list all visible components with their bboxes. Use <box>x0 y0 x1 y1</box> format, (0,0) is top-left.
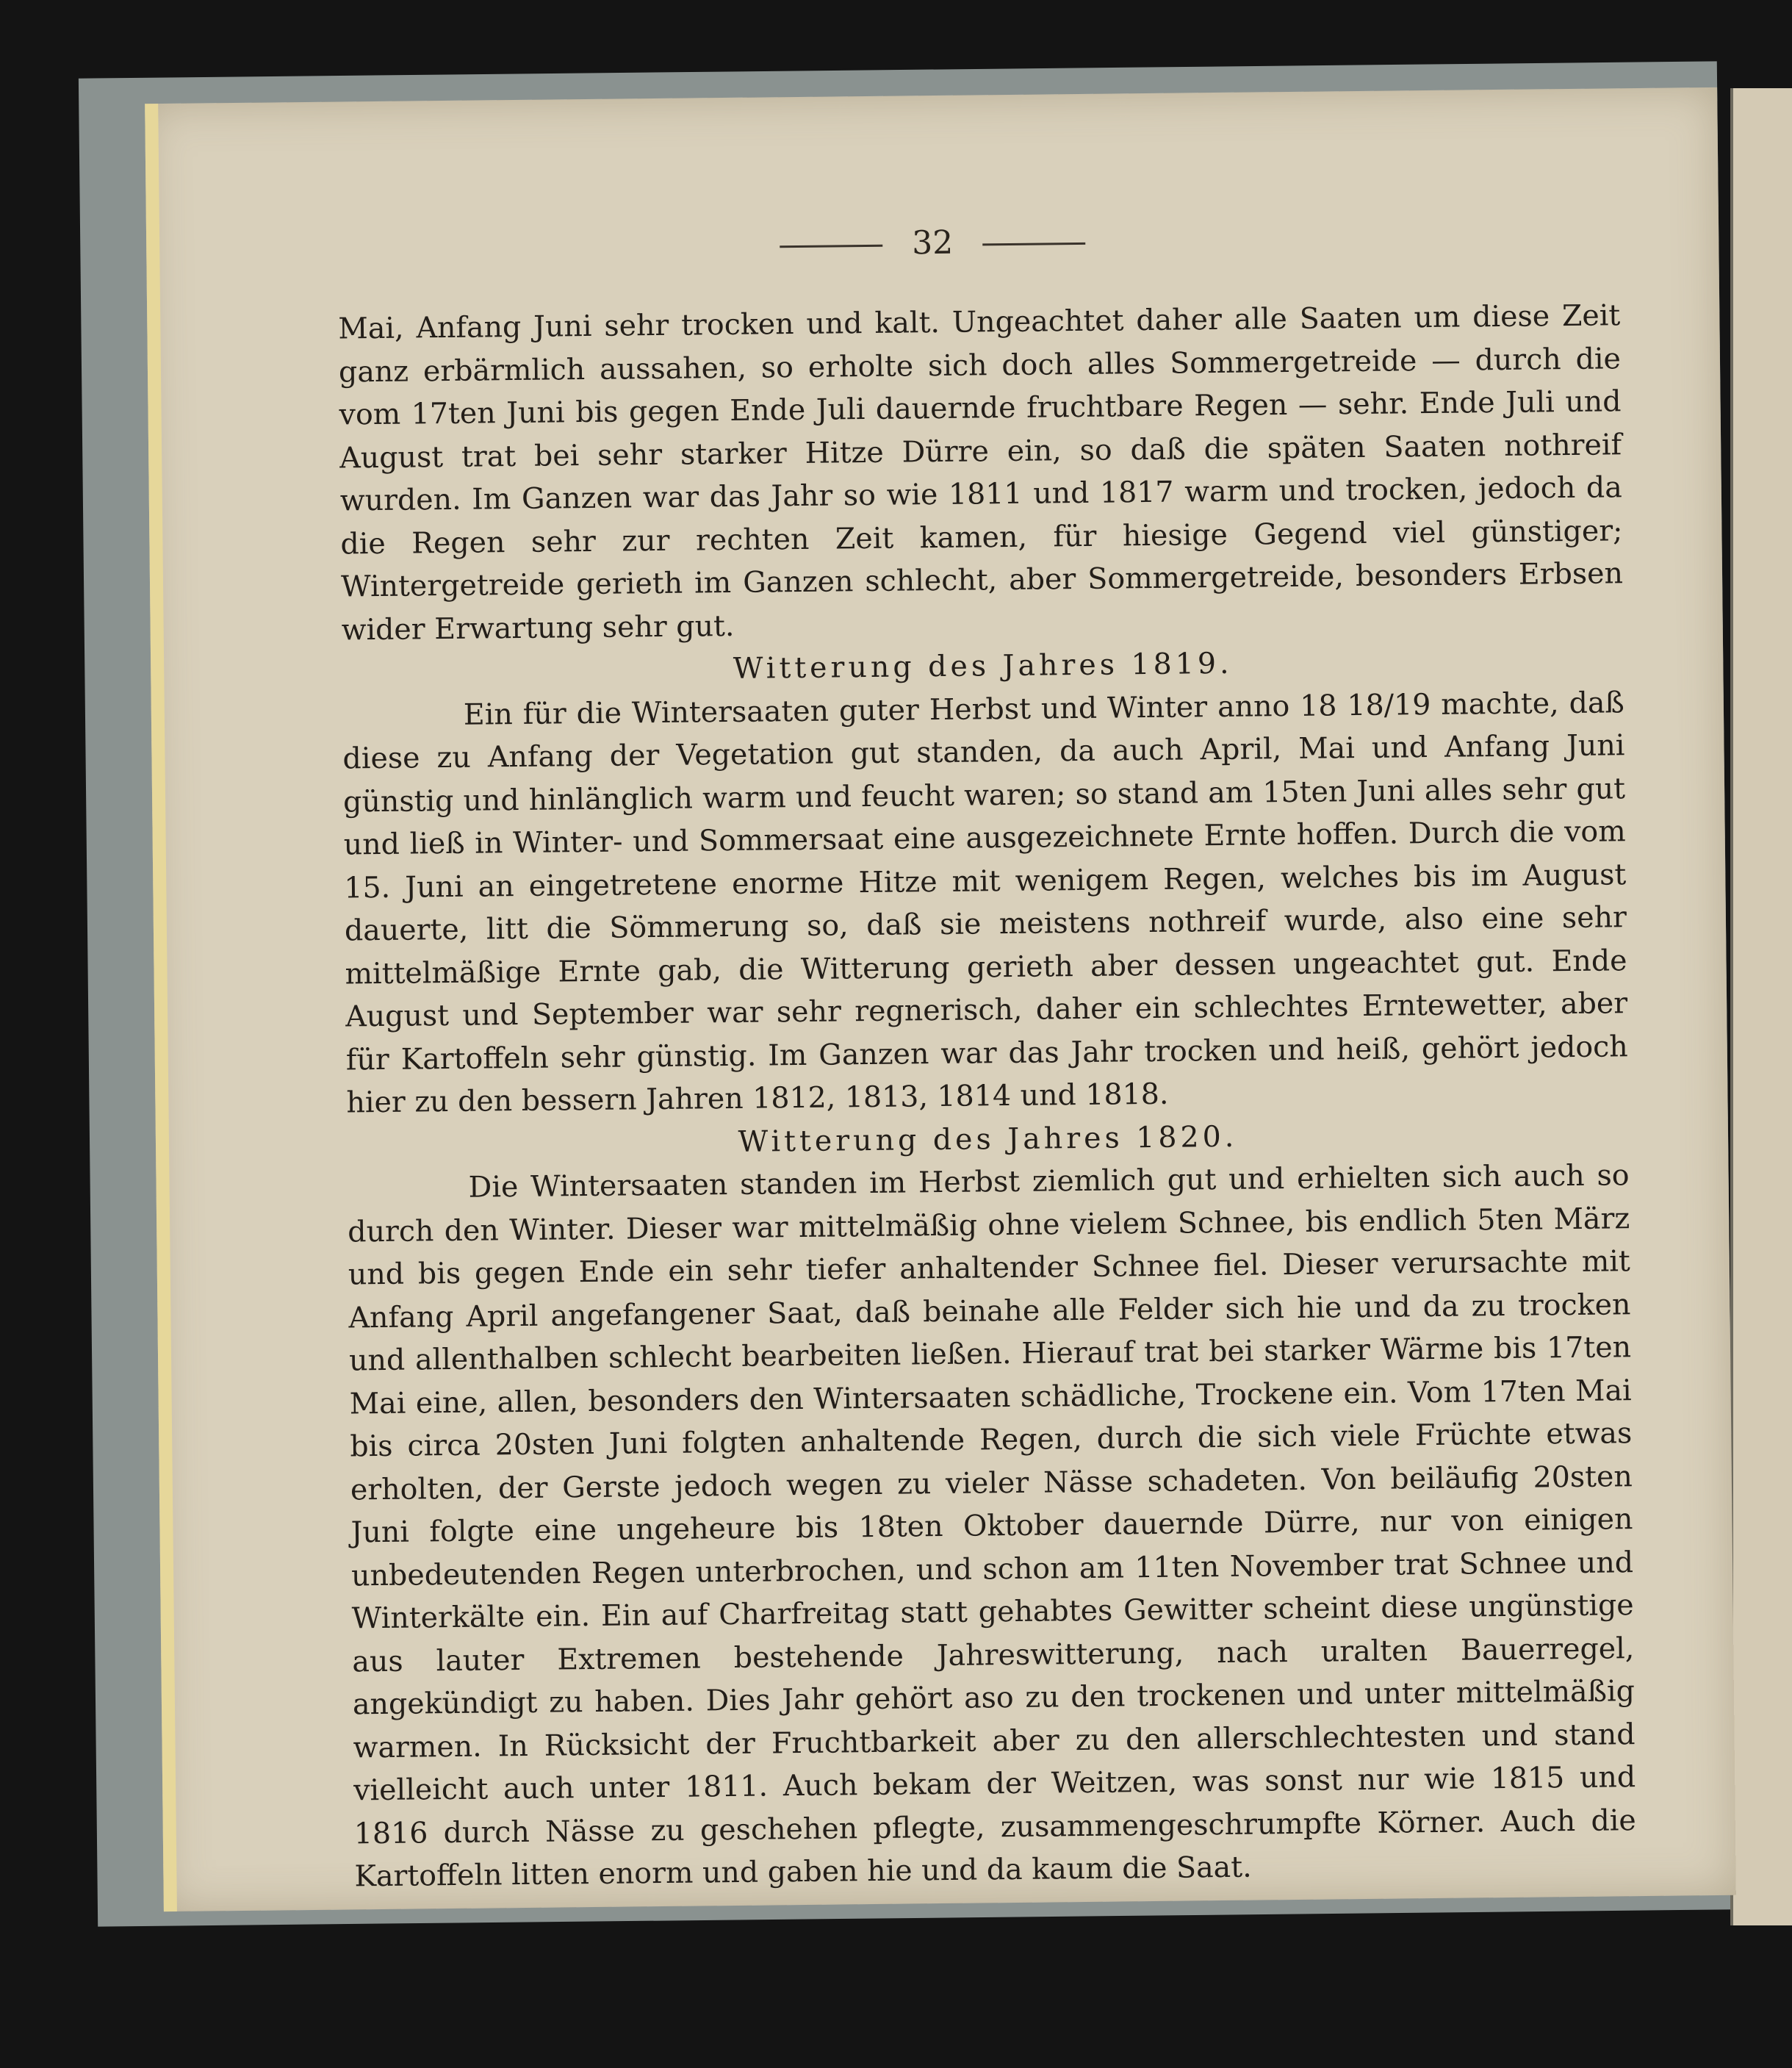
paragraph-1819: Ein für die Wintersaaten guter Herbst und Winter anno 18 18/19 machte, daß diese zu Anfang der Vegetation gut standen, da auch April, Mai und Anfang Juni günstig und hinlänglich warm und feucht waren; so stand am 15ten Juni alles sehr gut und ließ in Winter- und Sommersaat eine ausgezeichnete Ernte hoffen. Durch die vom 15. Juni an eingetretene enorme Hitze mit wenigem Regen, welches bis im August dauerte, litt die Sömmerung so, daß sie meistens nothreif wurde, also eine sehr mittelmäßige Ernte gab, die Witterung gerieth aber dessen ungeachtet gut. Ende August und September war sehr regnerisch, daher ein schlechtes Erntewetter, aber für Kartoffeln sehr günstig. Im Ganzen war das Jahr trocken und heiß, gehört jedoch hier zu den bessern Jahren 1812, 1813, 1814 und 1818. <box>342 685 1628 1120</box>
header-rule-left <box>780 245 882 248</box>
paragraph-1818-end: Mai, Anfang Juni sehr trocken und kalt. Ungeachtet daher alle Saaten um diese Zeit ganz erbärmlich aussahen, so erholte sich doch alles Sommergetreide — durch die vom 17ten Juni bis gegen Ende Juli dauernde fruchtbare Regen — sehr. Ende Juli und August trat bei sehr starker Hitze Dürre ein, so daß die späten Saaten nothreif wurden. Im Ganzen war das Jahr so wie 1811 und 1817 warm und trocken, jedoch da die Regen sehr zur rechten Zeit kamen, für hiesige Gegend viel günstiger; Wintergetreide gerieth im Ganzen schlecht, aber Sommergetreide, besonders Erbsen wider Erwartung sehr gut. <box>338 298 1624 647</box>
section-heading-1819: Witterung des Jahres 1819. <box>733 646 1233 686</box>
page-number: 32 <box>911 223 954 262</box>
facing-page-edge <box>1730 88 1792 1925</box>
page-header <box>146 216 1719 270</box>
paragraph-1820: Die Wintersaaten standen im Herbst ziemlich gut und erhielten sich auch so durch den Winter. Dieser war mittelmäßig ohne vielem Schnee, bis endlich 5ten März und bis gegen Ende ein sehr tiefer anhaltender Schnee fiel. Dieser verursachte mit Anfang April angefangener Saat, daß beinahe alle Felder sich hie und da zu trocken und allenthalben schlecht bearbeiten ließen. Hierauf trat bei starker Wärme bis 17ten Mai eine, allen, besonders den Wintersaaten schädliche, Trockene ein. Vom 17ten Mai bis circa 20sten Juni folgten anhaltende Regen, durch die sich viele Früchte etwas erholten, der Gerste jedoch wegen zu vieler Nässe schadeten. Von beiläufig 20sten Juni folgte eine ungeheure bis 18ten Oktober dauernde Dürre, nur von einigen unbedeutenden Regen unterbrochen, und schon am 11ten November trat Schnee und Winterkälte ein. Ein auf Charfreitag statt gehabtes Gewitter scheint diese ungünstige aus lauter Extremen bestehende Jahreswitterung, nach uralten Bauerregel, angekündigt zu haben. Dies Jahr gehört aso zu den trockenen und unter mittelmäßig warmen. In Rücksicht der Fruchtbarkeit aber zu den allerschlechtesten und stand vielleicht auch unter 1811. Auch bekam der Weitzen, was sonst nur wie 1815 und 1816 durch Nässe zu geschehen pflegte, zusammengeschrumpfte Körner. Auch die Kartoffeln litten enorm und gaben hie und da kaum die Saat. <box>348 1158 1636 1894</box>
section-heading-1820: Witterung des Jahres 1820. <box>738 1119 1238 1159</box>
book-page <box>145 87 1736 1911</box>
header-rule-right <box>982 243 1085 245</box>
body-text <box>338 294 1637 1898</box>
